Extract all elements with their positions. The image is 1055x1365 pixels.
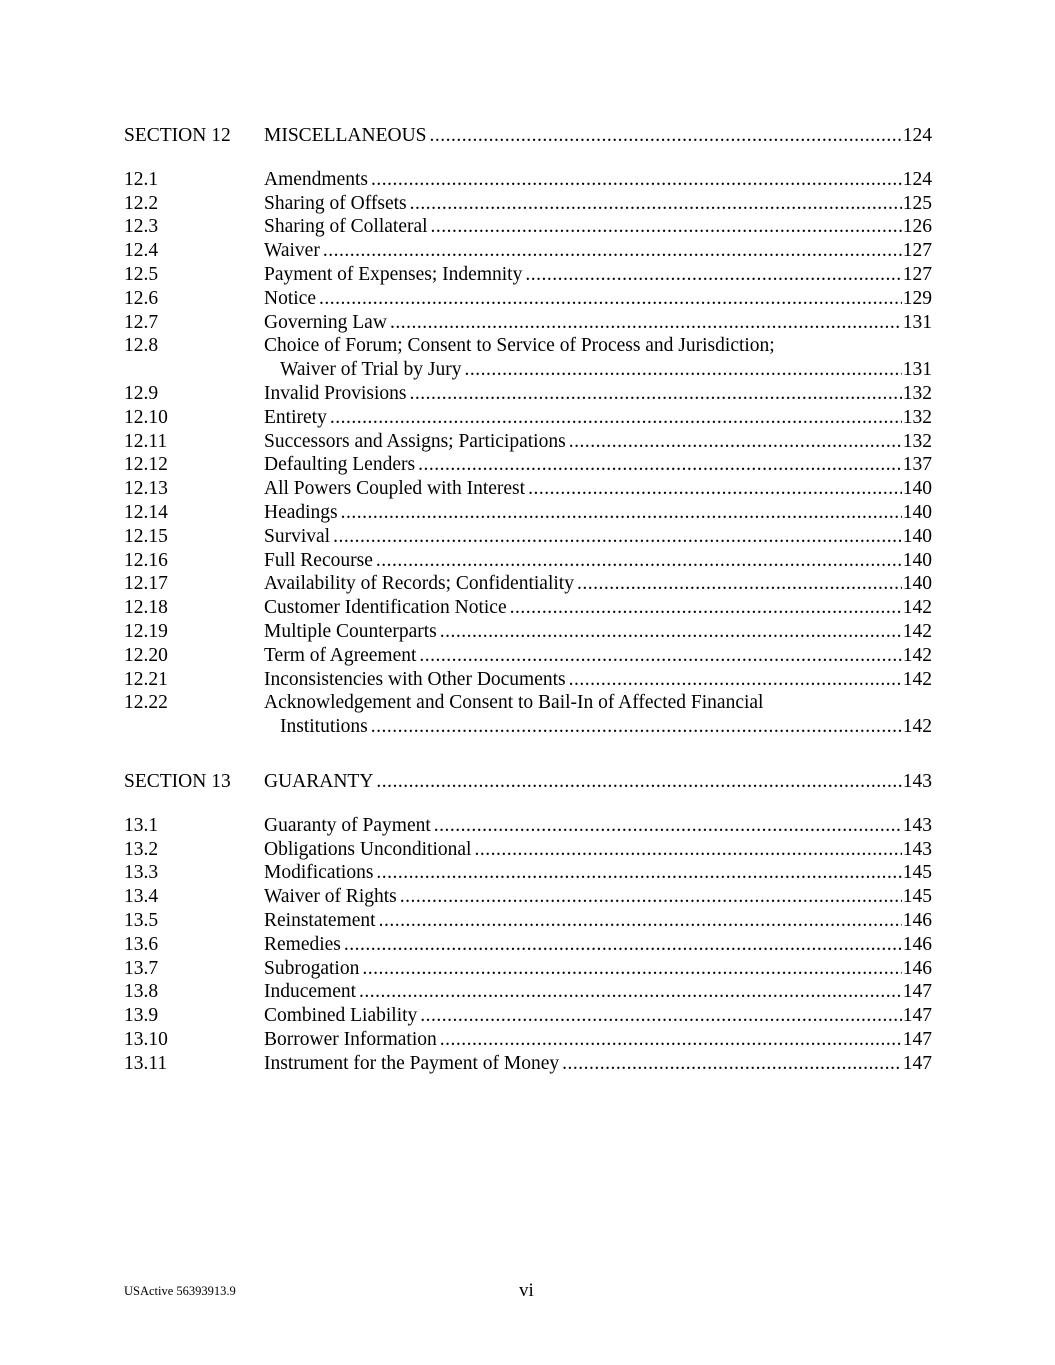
entry-title: Combined Liability [264, 1005, 418, 1027]
entry-title: Amendments [264, 168, 368, 190]
page-ref: 140 [902, 549, 932, 571]
section-heading-12 [124, 124, 932, 148]
section-label: SECTION 12 [124, 125, 231, 146]
entry-title: Inducement [264, 981, 357, 1003]
toc-entry [124, 957, 932, 981]
entry-title: Remedies [264, 933, 341, 955]
toc-entry [124, 596, 932, 620]
section-heading-13 [124, 770, 932, 794]
dot-leader [420, 1004, 901, 1028]
dot-leader [376, 861, 901, 885]
dot-leader [376, 770, 901, 794]
page-ref: 137 [902, 454, 932, 476]
toc-entry [124, 814, 932, 838]
page-ref: 145 [902, 886, 932, 908]
page-ref: 143 [902, 814, 932, 836]
page-ref: 132 [902, 382, 932, 404]
entry-title: Multiple Counterparts [264, 620, 437, 642]
page-ref: 146 [902, 909, 932, 931]
dot-leader [319, 287, 902, 311]
page-ref: 146 [902, 933, 932, 955]
section-label: SECTION 13 [124, 770, 231, 792]
toc-entry [124, 1004, 932, 1028]
entry-title: All Powers Coupled with Interest [264, 478, 526, 500]
toc-entry [124, 1028, 932, 1052]
page-ref: 142 [902, 644, 932, 666]
entry-number: 12.9 [124, 382, 159, 404]
entry-title: Governing Law [264, 311, 387, 333]
page-ref: 142 [902, 597, 932, 619]
entry-title: Modifications [264, 862, 374, 884]
page-ref: 131 [902, 359, 932, 381]
dot-leader [440, 620, 902, 644]
entry-number: 12.20 [124, 644, 168, 666]
entry-number: 12.4 [124, 240, 159, 262]
dot-leader [525, 263, 901, 287]
toc-entry [124, 239, 932, 263]
entry-number: 12.21 [124, 668, 168, 690]
page-ref: 132 [902, 406, 932, 428]
entry-number: 12.14 [124, 501, 168, 523]
section-13-entries [124, 814, 932, 1076]
page-ref: 129 [902, 287, 932, 309]
toc-entry [124, 453, 932, 477]
entry-number: 12.8 [124, 335, 159, 357]
dot-leader [341, 501, 902, 525]
dot-leader [528, 477, 902, 501]
entry-title: Survival [264, 525, 331, 547]
entry-number: 12.1 [124, 168, 159, 190]
entry-title: Full Recourse [264, 549, 373, 571]
toc-entry [124, 885, 932, 909]
entry-number: 12.22 [124, 692, 168, 714]
entry-title: Acknowledgement and Consent to Bail-In of Affected Financial [264, 692, 764, 714]
entry-number: 12.10 [124, 406, 168, 428]
footer-page-number: vi [519, 1280, 534, 1301]
entry-number: 12.13 [124, 478, 168, 500]
entry-title: Notice [264, 287, 316, 309]
entry-title: Sharing of Collateral [264, 216, 428, 238]
entry-title: Defaulting Lenders [264, 454, 416, 476]
dot-leader [569, 430, 902, 454]
page-ref: 142 [902, 620, 932, 642]
toc-entry [124, 620, 932, 644]
section-title: MISCELLANEOUS [264, 125, 427, 146]
page-ref: 140 [902, 478, 932, 500]
entry-number: 13.3 [124, 862, 159, 884]
page-ref: 132 [902, 430, 932, 452]
dot-leader [410, 192, 902, 216]
toc-entry [124, 263, 932, 287]
section-12-entries [124, 168, 932, 739]
page-ref: 143 [902, 770, 932, 792]
entry-number: 13.5 [124, 909, 159, 931]
dot-leader [474, 838, 901, 862]
entry-title: Successors and Assigns; Participations [264, 430, 566, 452]
entry-number: 12.17 [124, 573, 168, 595]
entry-title: Headings [264, 501, 338, 523]
dot-leader [419, 644, 901, 668]
page-ref: 126 [902, 216, 932, 238]
entry-title: Payment of Expenses; Indemnity [264, 263, 523, 285]
toc-entry [124, 838, 932, 862]
page-ref: 125 [902, 192, 932, 214]
toc-entry [124, 572, 932, 596]
toc-entry [124, 334, 932, 358]
entry-number: 13.10 [124, 1028, 168, 1050]
entry-title: Reinstatement [264, 909, 376, 931]
page-ref: 131 [902, 311, 932, 333]
page-ref: 127 [902, 263, 932, 285]
entry-title: Customer Identification Notice [264, 597, 507, 619]
dot-leader [379, 909, 902, 933]
dot-leader [330, 406, 902, 430]
toc-entry [124, 501, 932, 525]
page-ref: 143 [902, 838, 932, 860]
dot-leader [359, 980, 902, 1004]
entry-number: 12.3 [124, 216, 159, 238]
footer-document-id: USActive 56393913.9 [124, 1284, 236, 1298]
dot-leader [376, 549, 902, 573]
page-ref: 124 [902, 168, 932, 190]
toc-entry [124, 549, 932, 573]
toc-entry [124, 215, 932, 239]
entry-number: 13.1 [124, 814, 159, 836]
entry-number: 13.7 [124, 957, 159, 979]
section-title: GUARANTY [264, 770, 374, 792]
page-ref: 147 [902, 1052, 932, 1074]
entry-number: 13.4 [124, 886, 159, 908]
dot-leader [434, 814, 902, 838]
dot-leader [430, 124, 902, 148]
toc-entry [124, 168, 932, 192]
entry-title: Instrument for the Payment of Money [264, 1052, 560, 1074]
toc-entry [124, 1052, 932, 1076]
toc-entry [124, 861, 932, 885]
toc-entry-continuation [124, 358, 932, 382]
entry-title: Term of Agreement [264, 644, 417, 666]
entry-title: Availability of Records; Confidentiality [264, 573, 574, 595]
page-ref: 142 [902, 668, 932, 690]
page-ref: 140 [902, 501, 932, 523]
page-ref: 142 [902, 716, 932, 738]
toc-entry [124, 668, 932, 692]
page-ref: 146 [902, 957, 932, 979]
dot-leader [569, 668, 902, 692]
entry-title: Invalid Provisions [264, 382, 407, 404]
dot-leader [431, 215, 902, 239]
page-ref: 147 [902, 1028, 932, 1050]
entry-number: 13.11 [124, 1052, 168, 1074]
entry-title: Guaranty of Payment [264, 814, 431, 836]
entry-title: Entirety [264, 406, 327, 428]
dot-leader [409, 382, 901, 406]
entry-number: 13.2 [124, 838, 159, 860]
entry-number: 12.19 [124, 620, 168, 642]
page-ref: 140 [902, 525, 932, 547]
dot-leader [333, 525, 902, 549]
entry-number: 12.15 [124, 525, 168, 547]
page-ref: 140 [902, 573, 932, 595]
dot-leader [400, 885, 902, 909]
toc-entry [124, 980, 932, 1004]
entry-title: Borrower Information [264, 1028, 437, 1050]
toc-entry [124, 525, 932, 549]
dot-leader [323, 239, 902, 263]
dot-leader [371, 168, 902, 192]
toc-entry [124, 192, 932, 216]
toc-entry [124, 287, 932, 311]
page-ref: 127 [902, 240, 932, 262]
entry-number: 13.9 [124, 1005, 159, 1027]
dot-leader [465, 358, 902, 382]
table-of-contents [124, 124, 932, 1075]
entry-title: Inconsistencies with Other Documents [264, 668, 566, 690]
page-ref: 147 [902, 981, 932, 1003]
toc-entry [124, 382, 932, 406]
toc-entry-continuation [124, 715, 932, 739]
dot-leader [371, 715, 902, 739]
dot-leader [390, 311, 902, 335]
dot-leader [577, 572, 902, 596]
entry-title-continued: Institutions [280, 716, 368, 738]
entry-title: Waiver [264, 240, 320, 262]
toc-entry [124, 644, 932, 668]
entry-title-continued: Waiver of Trial by Jury [280, 359, 462, 381]
toc-entry [124, 933, 932, 957]
toc-entry [124, 909, 932, 933]
toc-entry [124, 406, 932, 430]
entry-number: 12.6 [124, 287, 159, 309]
entry-number: 12.11 [124, 430, 168, 452]
dot-leader [510, 596, 902, 620]
dot-leader [562, 1052, 902, 1076]
entry-number: 12.2 [124, 192, 159, 214]
dot-leader [418, 453, 902, 477]
entry-number: 13.8 [124, 981, 159, 1003]
entry-title: Subrogation [264, 957, 360, 979]
page-ref: 145 [902, 862, 932, 884]
entry-title: Sharing of Offsets [264, 192, 407, 214]
toc-entry [124, 691, 932, 715]
entry-title: Obligations Unconditional [264, 838, 472, 860]
toc-entry [124, 430, 932, 454]
entry-number: 12.18 [124, 597, 168, 619]
dot-leader [362, 957, 901, 981]
dot-leader [440, 1028, 902, 1052]
toc-entry [124, 311, 932, 335]
toc-entry [124, 477, 932, 501]
page-ref: 124 [902, 125, 932, 146]
entry-number: 12.7 [124, 311, 159, 333]
entry-number: 13.6 [124, 933, 159, 955]
entry-title: Choice of Forum; Consent to Service of Process and Jurisdiction; [264, 335, 775, 357]
entry-number: 12.12 [124, 454, 168, 476]
entry-number: 12.5 [124, 263, 159, 285]
dot-leader [344, 933, 902, 957]
entry-number: 12.16 [124, 549, 168, 571]
entry-title: Waiver of Rights [264, 886, 397, 908]
page-ref: 147 [902, 1005, 932, 1027]
